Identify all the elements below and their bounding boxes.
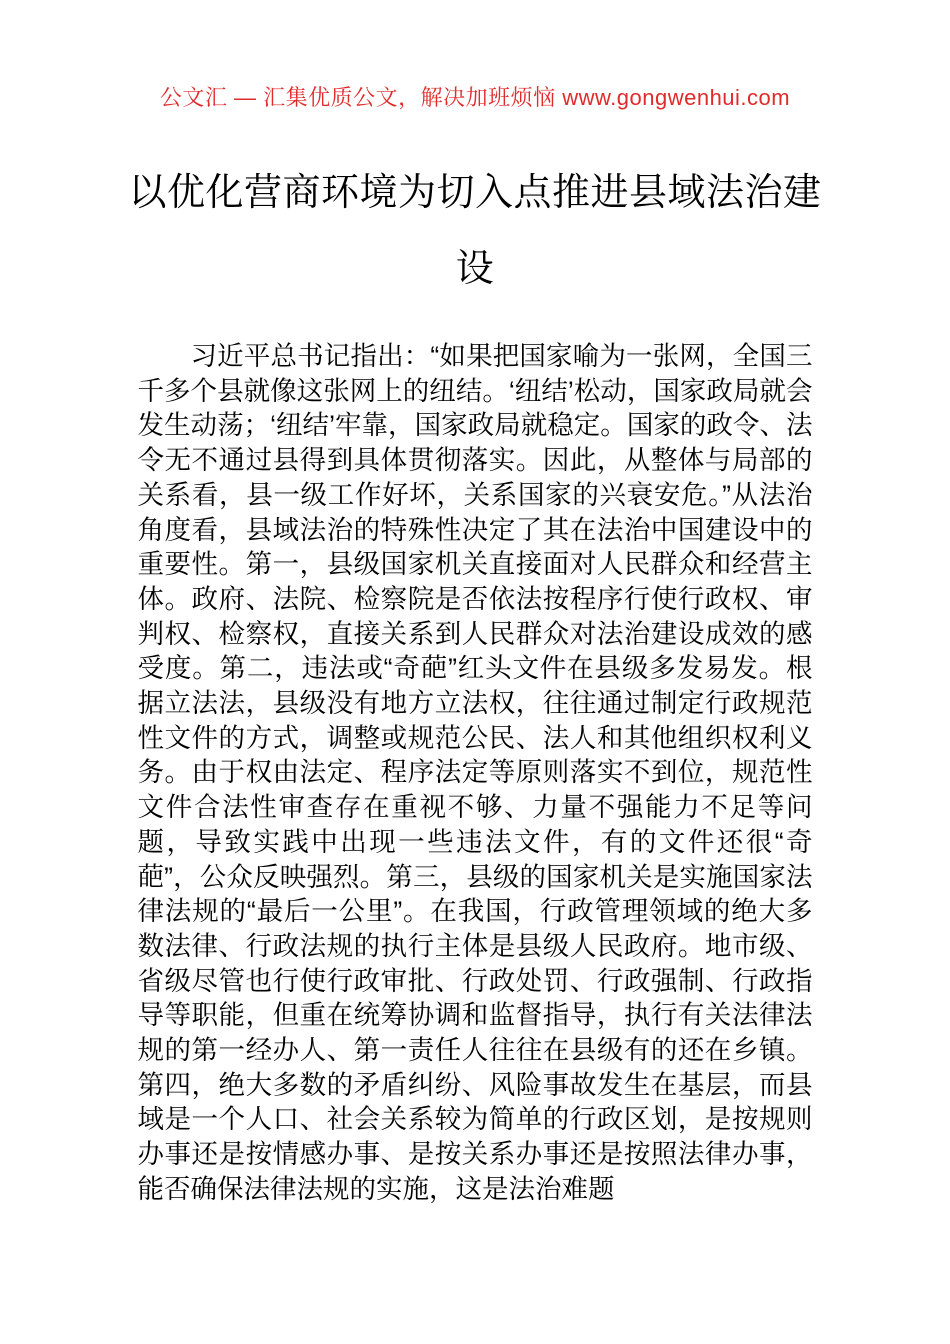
watermark-header: 公文汇 — 汇集优质公文，解决加班烦恼 www.gongwenhui.com — [159, 85, 791, 110]
document-body — [138, 339, 813, 1207]
body-paragraph: 习近平总书记指出：“如果把国家喻为一张网，全国三千多个县就像这张网上的纽结。‘纽结’松动，国家政局就会发生动荡；‘纽结’牢靠，国家政局就稳定。国家的政令、法令无不通过县得到具体贯彻落实。因此，从整体与局部的关系看，县一级工作好坏，关系国家的兴衰安危。”从法治角度看，县域法治的特殊性决定了其在法治中国建设中的重要性。第一，县级国家机关直接面对人民群众和经营主体。政府、法院、检察院是否依法按程序行使行政权、审判权、检察权，直接关系到人民群众对法治建设成效的感受度。第二，违法或“奇葩”红头文件在县级多发易发。根据立法法，县级没有地方立法权，往往通过制定行政规范性文件的方式，调整或规范公民、法人和其他组织权利义务。由于权由法定、程序法定等原则落实不到位，规范性文件合法性审查存在重视不够、力量不强能力不足等问题，导致实践中出现一些违法文件，有的文件还很“奇葩”，公众反映强烈。第三，县级的国家机关是实施国家法律法规的“最后一公里”。在我国，行政管理领域的绝大多数法律、行政法规的执行主体是县级人民政府。地市级、省级尽管也行使行政审批、行政处罚、行政强制、行政指导等职能，但重在统筹协调和监督指导，执行有关法律法规的第一经办人、第一责任人往往在县级有的还在乡镇。第四，绝大多数的矛盾纠纷、风险事故发生在基层，而县域是一个人口、社会关系较为简单的行政区划，是按规则办事还是按情感办事、是按关系办事还是按照法律办事，能否确保法律法规的实施，这是法治难题 — [137, 341, 813, 1204]
document-title: 以优化营商环境为切入点推进县域法治建设 — [128, 172, 822, 290]
